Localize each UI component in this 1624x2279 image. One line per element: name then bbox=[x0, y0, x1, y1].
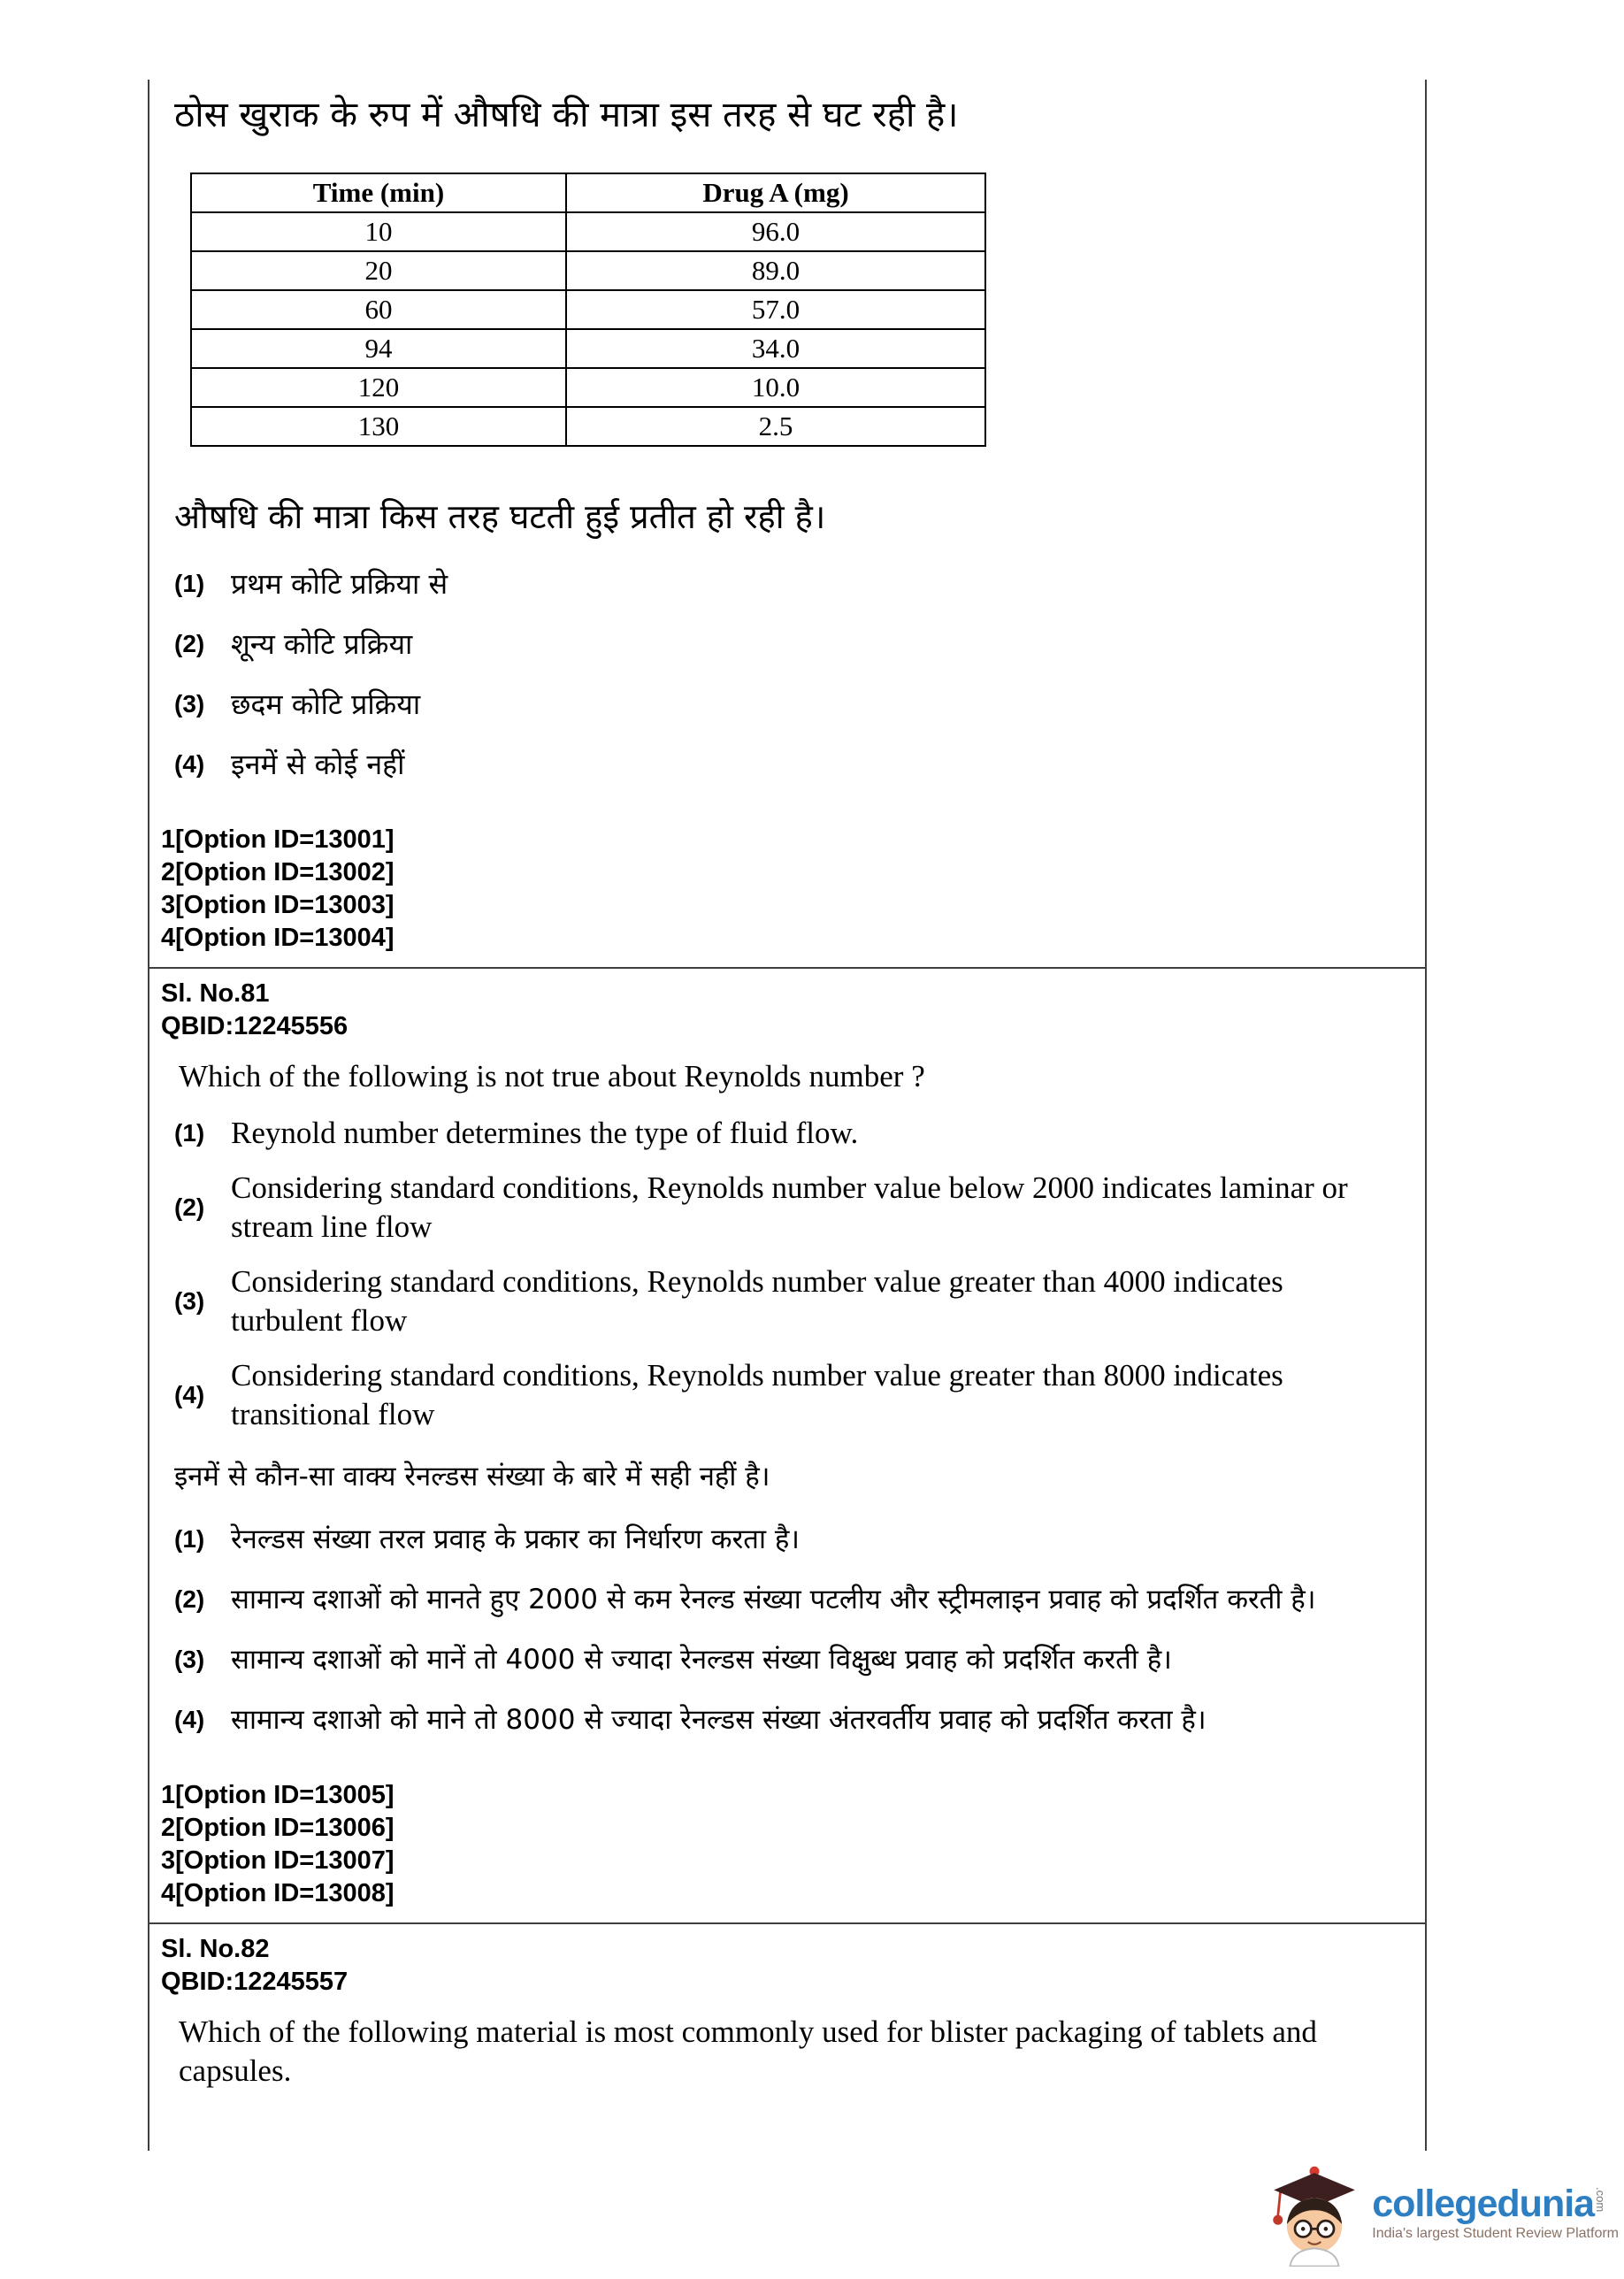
option-text: छदम कोटि प्रक्रिया bbox=[231, 687, 421, 721]
question-80-section bbox=[149, 80, 1425, 967]
collegedunia-logo bbox=[1266, 2159, 1619, 2267]
table-header-time: Time (min) bbox=[191, 173, 566, 212]
option-number: (4) bbox=[174, 1706, 205, 1733]
table-cell: 57.0 bbox=[566, 290, 985, 329]
question-80-intro-text: ठोस खुराक के रुप में औषधि की मात्रा इस तरह से घट रही है। bbox=[174, 95, 959, 135]
question-82-text-english: Which of the following material is most commonly used for blister packaging of tablets and capsules. bbox=[179, 2014, 1317, 2088]
question-paper-frame bbox=[148, 80, 1427, 2151]
question-80-option-3 bbox=[174, 686, 1407, 723]
option-text: Considering standard conditions, Reynolds number value below 2000 indicates laminar or stream line flow bbox=[231, 1170, 1348, 1244]
table-cell: 89.0 bbox=[566, 251, 985, 290]
table-cell: 94 bbox=[191, 329, 566, 368]
option-number: (2) bbox=[174, 1193, 205, 1221]
option-id-line: 1[Option ID=13001] bbox=[161, 825, 395, 854]
option-text: सामान्य दशाओ को माने तो 8000 से ज्यादा रेनल्डस संख्या अंतरवर्तीय प्रवाह को प्रदर्शित करता है। bbox=[231, 1704, 1207, 1736]
table-row bbox=[191, 407, 985, 446]
question-81-option-en-2 bbox=[174, 1169, 1407, 1247]
brand-name: collegedunia bbox=[1372, 2183, 1595, 2225]
question-80-options bbox=[161, 565, 1407, 783]
question-81-option-en-3 bbox=[174, 1262, 1407, 1340]
table-cell: 10.0 bbox=[566, 368, 985, 407]
table-row bbox=[191, 329, 985, 368]
option-text: Considering standard conditions, Reynolds number value greater than 4000 indicates turbulent flow bbox=[231, 1264, 1283, 1338]
table-cell: 20 bbox=[191, 251, 566, 290]
question-81-option-hi-2 bbox=[174, 1581, 1407, 1618]
question-81-options-english bbox=[161, 1114, 1407, 1434]
option-text: इनमें से कोई नहीं bbox=[231, 748, 405, 781]
question-81-options-hindi bbox=[161, 1521, 1407, 1738]
table-cell: 96.0 bbox=[566, 212, 985, 251]
table-row bbox=[191, 251, 985, 290]
option-number: (1) bbox=[174, 1119, 205, 1147]
table-cell: 130 bbox=[191, 407, 566, 446]
option-number: (2) bbox=[174, 1585, 205, 1613]
option-id-line: 2[Option ID=13006] bbox=[161, 1814, 395, 1842]
table-row bbox=[191, 368, 985, 407]
question-82-section bbox=[149, 1922, 1425, 2151]
table-row bbox=[191, 212, 985, 251]
question-81-serial: Sl. No.81 bbox=[161, 979, 270, 1008]
question-81-option-hi-4 bbox=[174, 1701, 1407, 1738]
option-id-line: 1[Option ID=13005] bbox=[161, 1781, 395, 1809]
option-id-line: 4[Option ID=13004] bbox=[161, 924, 395, 952]
option-number: (2) bbox=[174, 630, 205, 657]
option-id-line: 3[Option ID=13007] bbox=[161, 1846, 395, 1875]
question-81-qbid: QBID:12245556 bbox=[161, 1012, 349, 1040]
graduate-mascot-icon bbox=[1266, 2159, 1363, 2267]
table-cell: 60 bbox=[191, 290, 566, 329]
question-81-option-hi-1 bbox=[174, 1521, 1407, 1558]
option-text: शून्य कोटि प्रक्रिया bbox=[231, 627, 413, 661]
question-81-text-hindi: इनमें से कौन-सा वाक्य रेनल्डस संख्या के बारे में सही नहीं है। bbox=[174, 1461, 770, 1492]
question-81-option-hi-3 bbox=[174, 1641, 1407, 1678]
logo-text bbox=[1372, 2183, 1619, 2242]
option-number: (4) bbox=[174, 750, 205, 778]
question-82-serial: Sl. No.82 bbox=[161, 1935, 270, 1963]
question-80-option-2 bbox=[174, 625, 1407, 663]
brand-domain-suffix: .com bbox=[1594, 2187, 1608, 2213]
question-80-option-1 bbox=[174, 565, 1407, 602]
option-id-line: 3[Option ID=13003] bbox=[161, 891, 395, 919]
option-number: (1) bbox=[174, 570, 205, 597]
table-header-row bbox=[191, 173, 985, 212]
question-81-option-en-4 bbox=[174, 1356, 1407, 1434]
option-number: (3) bbox=[174, 1287, 205, 1315]
question-81-text-english: Which of the following is not true about Reynolds number ? bbox=[179, 1059, 925, 1093]
brand-tagline: India's largest Student Review Platform bbox=[1372, 2226, 1619, 2241]
option-text: Reynold number determines the type of fluid flow. bbox=[231, 1116, 859, 1150]
question-82-qbid: QBID:12245557 bbox=[161, 1968, 349, 1996]
option-id-line: 4[Option ID=13008] bbox=[161, 1879, 395, 1907]
option-text: सामान्य दशाओं को मानते हुए 2000 से कम रेनल्ड संख्या पटलीय और स्ट्रीमलाइन प्रवाह को प्रदर्शित करती है। bbox=[231, 1584, 1316, 1615]
table-cell: 120 bbox=[191, 368, 566, 407]
option-text: सामान्य दशाओं को मानें तो 4000 से ज्यादा रेनल्डस संख्या विक्षुब्ध प्रवाह को प्रदर्शित करती है। bbox=[231, 1644, 1172, 1676]
question-80-option-ids bbox=[161, 824, 1407, 955]
question-81-option-en-1 bbox=[174, 1114, 1407, 1153]
option-text: रेनल्डस संख्या तरल प्रवाह के प्रकार का निर्धारण करता है। bbox=[231, 1523, 801, 1555]
table-cell: 34.0 bbox=[566, 329, 985, 368]
option-number: (3) bbox=[174, 690, 205, 717]
option-text: प्रथम कोटि प्रक्रिया से bbox=[231, 567, 448, 601]
table-cell: 2.5 bbox=[566, 407, 985, 446]
option-number: (4) bbox=[174, 1381, 205, 1408]
table-cell: 10 bbox=[191, 212, 566, 251]
option-number: (1) bbox=[174, 1525, 205, 1553]
option-id-line: 2[Option ID=13002] bbox=[161, 858, 395, 886]
question-81-option-ids bbox=[161, 1779, 1407, 1910]
option-text: Considering standard conditions, Reynolds number value greater than 8000 indicates transitional flow bbox=[231, 1358, 1283, 1431]
question-80-text: औषधि की मात्रा किस तरह घटती हुई प्रतीत हो रही है। bbox=[174, 497, 826, 536]
table-header-drug: Drug A (mg) bbox=[566, 173, 985, 212]
option-number: (3) bbox=[174, 1646, 205, 1673]
table-row bbox=[191, 290, 985, 329]
brand-row bbox=[1372, 2183, 1619, 2224]
question-81-section bbox=[149, 967, 1425, 1922]
question-80-option-4 bbox=[174, 746, 1407, 783]
drug-concentration-table bbox=[190, 173, 986, 447]
